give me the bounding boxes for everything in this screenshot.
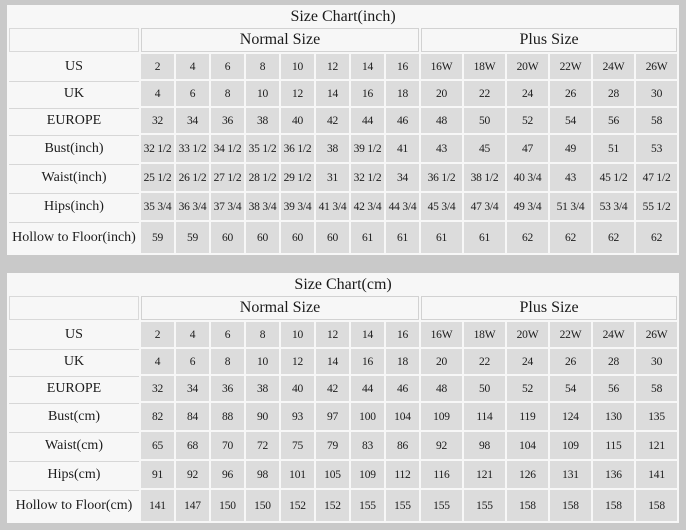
size-value-cell: 16: [386, 322, 419, 347]
size-value-cell: 121: [464, 461, 505, 488]
size-value-cell: 22: [464, 349, 505, 374]
size-value-cell: 22: [464, 81, 505, 106]
size-value-cell: 51: [593, 135, 634, 162]
size-value-cell: 16W: [421, 322, 462, 347]
size-value-cell: 14: [316, 349, 349, 374]
size-value-cell: 41 3/4: [316, 193, 349, 220]
table-row: [9, 193, 677, 220]
size-value-cell: 70: [211, 432, 244, 459]
size-value-cell: 158: [550, 490, 591, 521]
size-value-cell: 152: [281, 490, 314, 521]
size-value-cell: 38 1/2: [464, 164, 505, 191]
size-value-cell: 109: [550, 432, 591, 459]
size-value-cell: 37 3/4: [211, 193, 244, 220]
size-value-cell: 6: [211, 54, 244, 79]
size-value-cell: 52: [507, 108, 548, 133]
table-title: Size Chart(cm): [294, 275, 392, 293]
size-value-cell: 101: [281, 461, 314, 488]
row-label: Hollow to Floor(inch): [9, 222, 139, 253]
size-value-cell: 36: [211, 376, 244, 401]
table-row: [9, 376, 677, 401]
table-row: [9, 322, 677, 347]
size-value-cell: 2: [141, 322, 174, 347]
row-label: Bust(cm): [9, 403, 139, 430]
size-value-cell: 56: [593, 376, 634, 401]
row-label: Hips(inch): [9, 193, 139, 220]
size-value-cell: 61: [421, 222, 462, 253]
table-title-row: [9, 275, 677, 294]
size-value-cell: 14: [316, 81, 349, 106]
size-value-cell: 26W: [636, 54, 677, 79]
size-value-cell: 40: [281, 376, 314, 401]
size-value-cell: 38: [246, 376, 279, 401]
row-label: EUROPE: [9, 108, 139, 133]
size-value-cell: 61: [386, 222, 419, 253]
size-value-cell: 32: [141, 376, 174, 401]
corner-cell: [9, 28, 139, 52]
size-value-cell: 58: [636, 108, 677, 133]
table-row: [9, 108, 677, 133]
size-value-cell: 141: [636, 461, 677, 488]
size-value-cell: 27 1/2: [211, 164, 244, 191]
size-value-cell: 72: [246, 432, 279, 459]
table-row: [9, 164, 677, 191]
size-value-cell: 141: [141, 490, 174, 521]
size-value-cell: 12: [281, 349, 314, 374]
size-value-cell: 104: [386, 403, 419, 430]
size-value-cell: 100: [351, 403, 384, 430]
size-group-header-row: [9, 28, 677, 52]
row-label: US: [9, 54, 139, 79]
row-label: Waist(inch): [9, 164, 139, 191]
size-value-cell: 44 3/4: [386, 193, 419, 220]
row-label: Waist(cm): [9, 432, 139, 459]
row-label: Hips(cm): [9, 461, 139, 488]
size-value-cell: 31: [316, 164, 349, 191]
size-value-cell: 4: [141, 81, 174, 106]
size-value-cell: 61: [464, 222, 505, 253]
size-value-cell: 115: [593, 432, 634, 459]
size-value-cell: 54: [550, 108, 591, 133]
size-value-cell: 60: [316, 222, 349, 253]
size-value-cell: 130: [593, 403, 634, 430]
size-value-cell: 16W: [421, 54, 462, 79]
row-label: UK: [9, 349, 139, 374]
size-value-cell: 30: [636, 349, 677, 374]
size-value-cell: 155: [464, 490, 505, 521]
size-chart-inch-panel: [7, 5, 679, 255]
size-value-cell: 44: [351, 376, 384, 401]
size-value-cell: 136: [593, 461, 634, 488]
size-value-cell: 12: [316, 322, 349, 347]
size-value-cell: 4: [176, 54, 209, 79]
size-value-cell: 65: [141, 432, 174, 459]
size-value-cell: 36: [211, 108, 244, 133]
size-value-cell: 26W: [636, 322, 677, 347]
size-value-cell: 45 1/2: [593, 164, 634, 191]
size-value-cell: 30: [636, 81, 677, 106]
size-value-cell: 116: [421, 461, 462, 488]
size-value-cell: 38: [246, 108, 279, 133]
size-value-cell: 90: [246, 403, 279, 430]
size-value-cell: 22W: [550, 322, 591, 347]
size-value-cell: 36 3/4: [176, 193, 209, 220]
size-value-cell: 155: [351, 490, 384, 521]
table-row: [9, 135, 677, 162]
size-value-cell: 121: [636, 432, 677, 459]
size-value-cell: 54: [550, 376, 591, 401]
table-row: [9, 349, 677, 374]
row-label: US: [9, 322, 139, 347]
size-value-cell: 126: [507, 461, 548, 488]
size-value-cell: 39 3/4: [281, 193, 314, 220]
size-value-cell: 47 1/2: [636, 164, 677, 191]
size-value-cell: 22W: [550, 54, 591, 79]
size-value-cell: 12: [316, 54, 349, 79]
size-value-cell: 38 3/4: [246, 193, 279, 220]
size-value-cell: 112: [386, 461, 419, 488]
size-value-cell: 32 1/2: [141, 135, 174, 162]
size-value-cell: 43: [550, 164, 591, 191]
size-value-cell: 34: [386, 164, 419, 191]
normal-size-header: Normal Size: [141, 28, 419, 52]
size-value-cell: 36 1/2: [281, 135, 314, 162]
size-value-cell: 35 1/2: [246, 135, 279, 162]
size-value-cell: 92: [176, 461, 209, 488]
plus-size-header: Plus Size: [421, 296, 677, 320]
size-value-cell: 45: [464, 135, 505, 162]
size-value-cell: 62: [550, 222, 591, 253]
size-value-cell: 58: [636, 376, 677, 401]
size-value-cell: 59: [141, 222, 174, 253]
size-value-cell: 88: [211, 403, 244, 430]
size-value-cell: 35 3/4: [141, 193, 174, 220]
size-value-cell: 55 1/2: [636, 193, 677, 220]
table-row: [9, 54, 677, 79]
size-value-cell: 24: [507, 349, 548, 374]
corner-cell: [9, 296, 139, 320]
size-value-cell: 158: [507, 490, 548, 521]
size-value-cell: 62: [593, 222, 634, 253]
size-value-cell: 53: [636, 135, 677, 162]
size-value-cell: 92: [421, 432, 462, 459]
size-value-cell: 18: [386, 349, 419, 374]
size-value-cell: 147: [176, 490, 209, 521]
table-row: [9, 432, 677, 459]
size-value-cell: 26 1/2: [176, 164, 209, 191]
size-value-cell: 48: [421, 108, 462, 133]
size-value-cell: 34: [176, 376, 209, 401]
size-value-cell: 6: [176, 81, 209, 106]
size-value-cell: 18: [386, 81, 419, 106]
size-value-cell: 41: [386, 135, 419, 162]
size-value-cell: 109: [421, 403, 462, 430]
size-value-cell: 50: [464, 108, 505, 133]
size-value-cell: 10: [281, 322, 314, 347]
size-value-cell: 12: [281, 81, 314, 106]
size-value-cell: 16: [351, 349, 384, 374]
size-value-cell: 47: [507, 135, 548, 162]
size-value-cell: 29 1/2: [281, 164, 314, 191]
size-value-cell: 20W: [507, 54, 548, 79]
size-value-cell: 98: [464, 432, 505, 459]
size-value-cell: 150: [211, 490, 244, 521]
size-value-cell: 44: [351, 108, 384, 133]
size-value-cell: 8: [246, 322, 279, 347]
size-value-cell: 52: [507, 376, 548, 401]
size-value-cell: 46: [386, 108, 419, 133]
row-label: UK: [9, 81, 139, 106]
size-value-cell: 8: [211, 349, 244, 374]
size-value-cell: 45 3/4: [421, 193, 462, 220]
row-label: Hollow to Floor(cm): [9, 490, 139, 521]
size-value-cell: 43: [421, 135, 462, 162]
size-group-header-row: [9, 296, 677, 320]
size-value-cell: 155: [421, 490, 462, 521]
size-value-cell: 24W: [593, 54, 634, 79]
table-row: [9, 403, 677, 430]
size-value-cell: 60: [281, 222, 314, 253]
size-value-cell: 62: [507, 222, 548, 253]
size-value-cell: 14: [351, 322, 384, 347]
size-value-cell: 36 1/2: [421, 164, 462, 191]
size-value-cell: 50: [464, 376, 505, 401]
size-value-cell: 49: [550, 135, 591, 162]
size-value-cell: 97: [316, 403, 349, 430]
size-value-cell: 79: [316, 432, 349, 459]
size-chart-inch-table: [7, 5, 679, 255]
size-value-cell: 25 1/2: [141, 164, 174, 191]
size-value-cell: 28 1/2: [246, 164, 279, 191]
size-value-cell: 131: [550, 461, 591, 488]
size-value-cell: 53 3/4: [593, 193, 634, 220]
size-value-cell: 83: [351, 432, 384, 459]
table-title: Size Chart(inch): [290, 7, 396, 25]
size-value-cell: 32 1/2: [351, 164, 384, 191]
size-value-cell: 42: [316, 376, 349, 401]
size-value-cell: 24: [507, 81, 548, 106]
size-value-cell: 20W: [507, 322, 548, 347]
size-value-cell: 38: [316, 135, 349, 162]
size-value-cell: 24W: [593, 322, 634, 347]
size-value-cell: 109: [351, 461, 384, 488]
size-value-cell: 84: [176, 403, 209, 430]
table-row: [9, 461, 677, 488]
size-value-cell: 135: [636, 403, 677, 430]
size-value-cell: 46: [386, 376, 419, 401]
row-label: EUROPE: [9, 376, 139, 401]
plus-size-header: Plus Size: [421, 28, 677, 52]
normal-size-header: Normal Size: [141, 296, 419, 320]
size-value-cell: 48: [421, 376, 462, 401]
size-value-cell: 34 1/2: [211, 135, 244, 162]
row-label: Bust(inch): [9, 135, 139, 162]
size-value-cell: 6: [176, 349, 209, 374]
size-value-cell: 16: [386, 54, 419, 79]
size-value-cell: 33 1/2: [176, 135, 209, 162]
size-value-cell: 6: [211, 322, 244, 347]
size-value-cell: 18W: [464, 322, 505, 347]
size-value-cell: 42 3/4: [351, 193, 384, 220]
size-value-cell: 124: [550, 403, 591, 430]
size-value-cell: 56: [593, 108, 634, 133]
size-value-cell: 16: [351, 81, 384, 106]
size-value-cell: 10: [281, 54, 314, 79]
size-value-cell: 42: [316, 108, 349, 133]
table-row: [9, 490, 677, 521]
size-value-cell: 75: [281, 432, 314, 459]
size-chart-cm-panel: [7, 273, 679, 523]
size-value-cell: 105: [316, 461, 349, 488]
size-value-cell: 119: [507, 403, 548, 430]
size-value-cell: 114: [464, 403, 505, 430]
size-value-cell: 8: [246, 54, 279, 79]
size-value-cell: 32: [141, 108, 174, 133]
size-value-cell: 49 3/4: [507, 193, 548, 220]
size-value-cell: 51 3/4: [550, 193, 591, 220]
size-value-cell: 39 1/2: [351, 135, 384, 162]
table-row: [9, 222, 677, 253]
size-value-cell: 62: [636, 222, 677, 253]
size-value-cell: 26: [550, 81, 591, 106]
size-value-cell: 8: [211, 81, 244, 106]
size-value-cell: 34: [176, 108, 209, 133]
size-value-cell: 155: [386, 490, 419, 521]
size-value-cell: 10: [246, 349, 279, 374]
size-value-cell: 2: [141, 54, 174, 79]
size-value-cell: 93: [281, 403, 314, 430]
size-value-cell: 60: [246, 222, 279, 253]
size-value-cell: 14: [351, 54, 384, 79]
size-value-cell: 104: [507, 432, 548, 459]
size-value-cell: 47 3/4: [464, 193, 505, 220]
size-value-cell: 86: [386, 432, 419, 459]
table-title-row: [9, 7, 677, 26]
size-value-cell: 4: [141, 349, 174, 374]
size-value-cell: 10: [246, 81, 279, 106]
size-chart-cm-table: [7, 273, 679, 523]
size-value-cell: 40 3/4: [507, 164, 548, 191]
size-value-cell: 59: [176, 222, 209, 253]
size-value-cell: 82: [141, 403, 174, 430]
size-value-cell: 68: [176, 432, 209, 459]
size-value-cell: 96: [211, 461, 244, 488]
size-value-cell: 158: [636, 490, 677, 521]
size-value-cell: 152: [316, 490, 349, 521]
size-value-cell: 91: [141, 461, 174, 488]
size-value-cell: 158: [593, 490, 634, 521]
size-value-cell: 26: [550, 349, 591, 374]
table-row: [9, 81, 677, 106]
size-value-cell: 98: [246, 461, 279, 488]
size-value-cell: 20: [421, 81, 462, 106]
size-value-cell: 4: [176, 322, 209, 347]
size-value-cell: 150: [246, 490, 279, 521]
size-value-cell: 20: [421, 349, 462, 374]
size-value-cell: 28: [593, 349, 634, 374]
size-value-cell: 28: [593, 81, 634, 106]
size-value-cell: 61: [351, 222, 384, 253]
size-value-cell: 60: [211, 222, 244, 253]
size-value-cell: 18W: [464, 54, 505, 79]
size-value-cell: 40: [281, 108, 314, 133]
